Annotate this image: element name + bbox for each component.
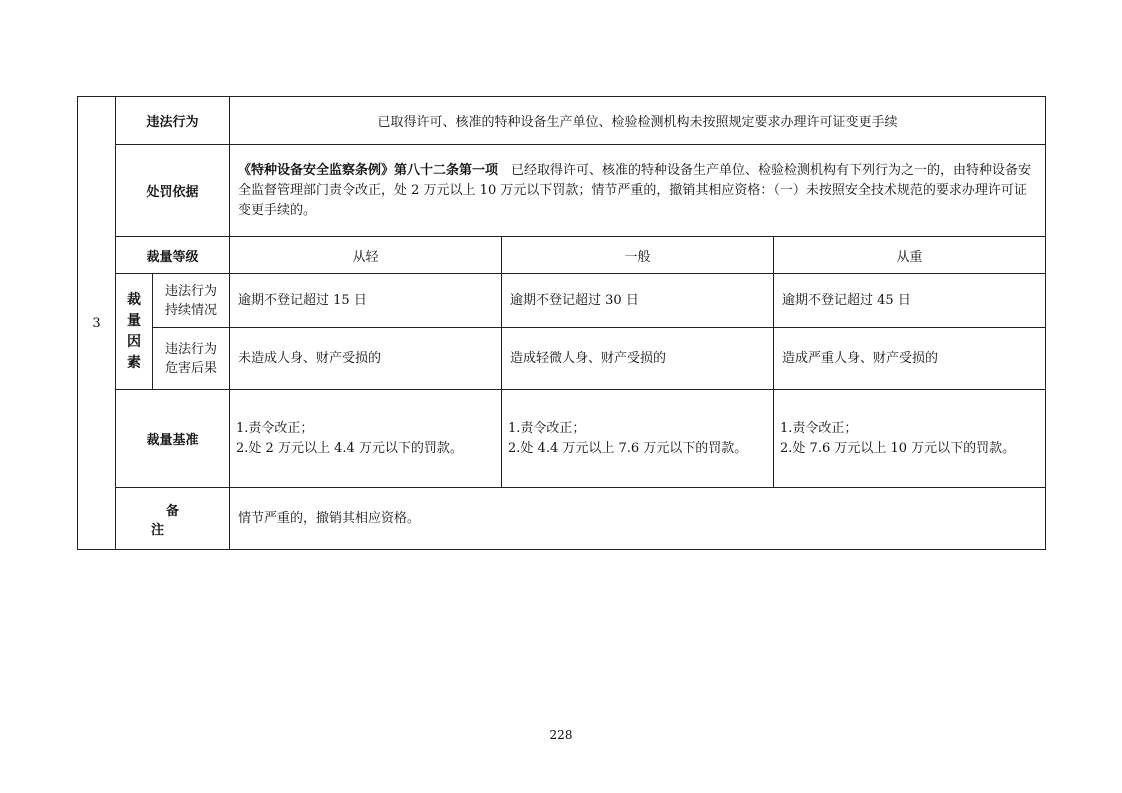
harm-general: 造成轻微人身、财产受损的 — [502, 328, 774, 390]
row-number: 3 — [78, 97, 116, 550]
penalty-table — [77, 96, 1046, 550]
factors-label: 裁 量 因 素 — [116, 274, 153, 390]
level-general: 一般 — [502, 237, 774, 274]
duration-label: 违法行为持续情况 — [153, 274, 230, 328]
harm-severe: 造成严重人身、财产受损的 — [774, 328, 1046, 390]
benchmark-label: 裁量基准 — [116, 390, 230, 488]
violation-text: 已取得许可、核准的特种设备生产单位、检验检测机构未按照规定要求办理许可证变更手续 — [230, 97, 1046, 145]
duration-general: 逾期不登记超过 30 日 — [502, 274, 774, 328]
duration-lenient: 逾期不登记超过 15 日 — [230, 274, 502, 328]
violation-label: 违法行为 — [116, 97, 230, 145]
note-label: 备注 — [116, 488, 230, 550]
harm-lenient: 未造成人身、财产受损的 — [230, 328, 502, 390]
level-severe: 从重 — [774, 237, 1046, 274]
basis-label: 处罚依据 — [116, 145, 230, 237]
note-text: 情节严重的，撤销其相应资格。 — [230, 488, 1046, 550]
basis-cell — [230, 145, 1046, 237]
benchmark-severe: 1.责令改正； 2.处 7.6 万元以上 10 万元以下的罚款。 — [774, 390, 1046, 488]
basis-text: 已经取得许可、核准的特种设备生产单位、检验检测机构有下列行为之一的，由特种设备安全监督管理部门责令改正，处 2 万元以上 10 万元以下罚款；情节严重的，撤销其相应资格：（一）未按照安全技术规范的要求办理许可证变更手续的。 — [238, 162, 1032, 218]
benchmark-general: 1.责令改正； 2.处 4.4 万元以上 7.6 万元以下的罚款。 — [502, 390, 774, 488]
level-label: 裁量等级 — [116, 237, 230, 274]
duration-severe: 逾期不登记超过 45 日 — [774, 274, 1046, 328]
benchmark-lenient: 1.责令改正； 2.处 2 万元以上 4.4 万元以下的罚款。 — [230, 390, 502, 488]
basis-law: 《特种设备安全监察条例》第八十二条第一项 — [238, 162, 499, 178]
page-number: 228 — [549, 728, 573, 742]
harm-label: 违法行为危害后果 — [153, 328, 230, 390]
level-lenient: 从轻 — [230, 237, 502, 274]
